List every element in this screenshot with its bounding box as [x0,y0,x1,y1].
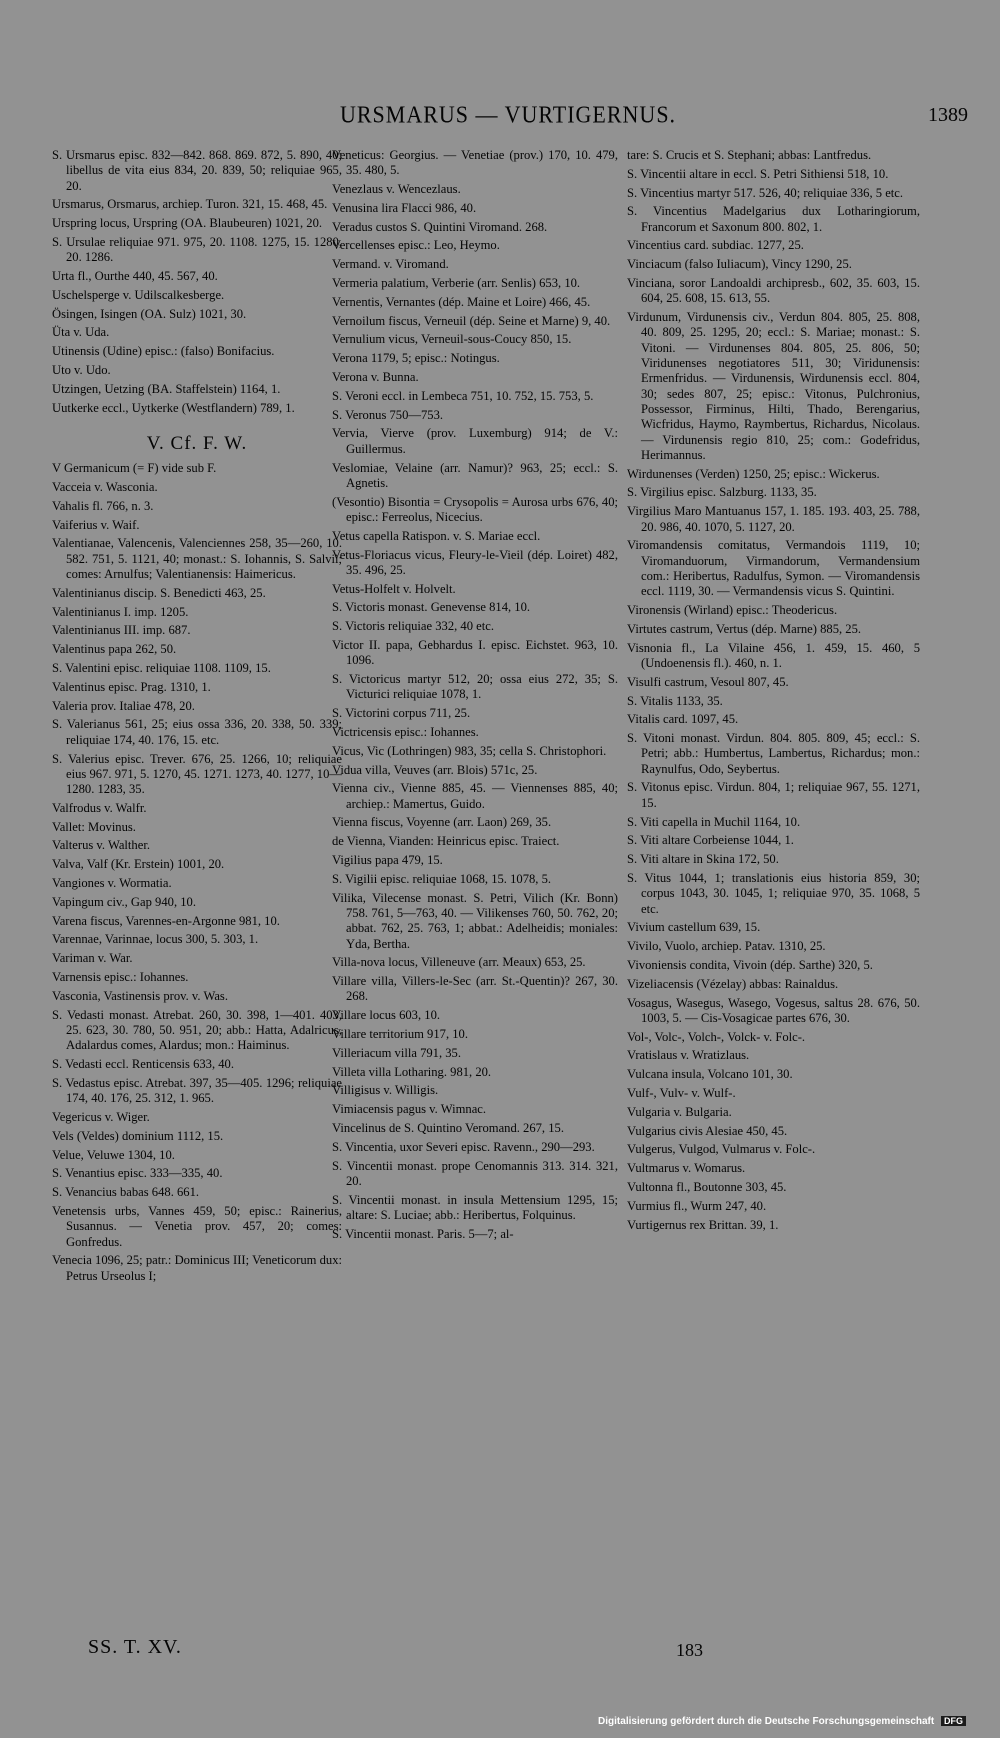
index-entry: Viromandensis comitatus, Vermandois 1119, 10; Viromanduorum, Virmandorum, Vermandensium com.: Heribertus, Radulfus, Symon. — Viromandensis eccl. 1119, 30. — Vermandensis vicus S. Quintini. [627,538,920,599]
index-entry: Vapingum civ., Gap 940, 10. [52,894,196,909]
index-entry: Variman v. War. [52,951,133,966]
index-entry: Verona v. Bunna. [332,370,419,385]
index-entry: Vangiones v. Wormatia. [52,876,172,891]
index-entry: Vincelinus de S. Quintino Veromand. 267, 15. [332,1121,564,1136]
index-entry: Veslomiae, Velaine (arr. Namur)? 963, 25; eccl.: S. Agnetis. [332,460,618,490]
index-entry: Vulf-, Vulv- v. Wulf-. [627,1086,736,1101]
index-entry: Villeta villa Lotharing. 981, 20. [332,1064,492,1079]
index-entry: Venusina lira Flacci 986, 40. [332,200,477,215]
index-column-1 [52,148,342,1287]
index-entry: Vulgaria v. Bulgaria. [627,1104,732,1119]
index-entry: Vosagus, Wasegus, Wasego, Vogesus, saltus 28. 676, 50. 1003, 5. — Cis-Vosagicae partes 676, 30. [627,995,920,1025]
index-entry: Urta fl., Ourthe 440, 45. 567, 40. [52,269,218,284]
index-entry: Vivilo, Vuolo, archiep. Patav. 1310, 25. [627,939,826,954]
index-entry: S. Vedastus episc. Atrebat. 397, 35—405. 1296; reliquiae 174, 40. 176, 25. 312, 1. 965. [52,1075,342,1106]
index-entry: Vallet: Movinus. [52,819,136,834]
index-entry: Vivoniensis condita, Vivoin (dép. Sarthe) 320, 5. [627,957,873,972]
index-entry: Valentinianus discip. S. Benedicti 463, 25. [52,585,266,600]
index-entry: Vermand. v. Viromand. [332,257,449,272]
index-entry: Wirdunenses (Verden) 1250, 25; episc.: Wickerus. [627,466,880,481]
index-entry: S. Victoris monast. Genevense 814, 10. [332,600,531,615]
index-entry: Utinensis (Udine) episc.: (falso) Bonifacius. [52,344,275,359]
index-entry: Villare territorium 917, 10. [332,1027,468,1042]
index-entry: Valentinianus III. imp. 687. [52,623,191,638]
index-entry: Valeria prov. Italiae 478, 20. [52,698,195,713]
index-entry: Vernulium vicus, Verneuil-sous-Coucy 850, 15. [332,332,572,347]
index-entry: Vulgarius civis Alesiae 450, 45. [627,1123,788,1138]
index-entry: Vetus-Holfelt v. Holvelt. [332,581,456,596]
index-entry: Vratislaus v. Wratizlaus. [627,1048,750,1063]
index-entry: Vegericus v. Wiger. [52,1109,150,1124]
index-entry: Vernoilum fiscus, Verneuil (dép. Seine et Marne) 9, 40. [332,313,611,328]
index-entry: Vironensis (Wirland) episc.: Theodericus. [627,603,838,618]
index-entry: S. Valerius episc. Trever. 676, 25. 1266, 10; reliquiae eius 967. 971, 5. 1270, 45. 1271. 1273, 40. 1277, 10—1280. 1283, 35. [52,751,342,797]
index-entry: S. Victoricus martyr 512, 20; ossa eius 272, 35; S. Victurici reliquiae 1078, 1. [332,672,618,702]
index-entry: Vurmius fl., Wurm 247, 40. [627,1198,767,1213]
index-entry: Vaiferius v. Waif. [52,517,140,532]
index-entry: S. Virgilius episc. Salzburg. 1133, 35. [627,485,817,500]
index-entry: S. Vitalis 1133, 35. [627,693,723,708]
index-entry: Vol-, Volc-, Volch-, Volck- v. Folc-. [627,1029,806,1044]
index-entry: Vigilius papa 479, 15. [332,853,443,868]
index-entry: Villare locus 603, 10. [332,1008,441,1023]
index-entry: S. Veronus 750—753. [332,407,444,422]
index-entry: Valterus v. Walther. [52,838,150,853]
index-entry: S. Venantius episc. 333—335, 40. [52,1166,223,1181]
index-entry: Valva, Valf (Kr. Erstein) 1001, 20. [52,857,225,872]
index-entry: Venecia 1096, 25; patr.: Dominicus III; Veneticorum dux: Petrus Urseolus I; [52,1253,342,1283]
page-footer [0,1636,1000,1666]
index-entry: S. Vincentia, uxor Severi episc. Ravenn., 290—293. [332,1139,595,1154]
index-entry: Üta v. Uda. [52,325,110,340]
running-title: URSMARUS — VURTIGERNUS. [340,100,677,129]
index-entry: S. Ursmarus episc. 832—842. 868. 869. 872, 5. 890, 40; libellus de vita eius 834, 20. 839, 50; reliquiae 965, 20. [52,148,342,193]
index-entry: Visnonia fl., La Vilaine 456, 1. 459, 15. 460, 5 (Undoenensis fl.). 460, n. 1. [627,640,920,670]
index-entry: Ösingen, Isingen (OA. Sulz) 1021, 30. [52,306,247,321]
index-entry: Villigisus v. Willigis. [332,1083,439,1098]
index-entry: Vurtigernus rex Brittan. 39, 1. [627,1217,779,1232]
index-entry: Vidua villa, Veuves (arr. Blois) 571c, 25. [332,762,538,777]
index-entry: Valfrodus v. Walfr. [52,800,147,815]
index-entry: Varena fiscus, Varennes-en-Argonne 981, 10. [52,913,280,928]
index-entry: Verona 1179, 5; episc.: Notingus. [332,351,500,366]
index-entry: Valentinianus I. imp. 1205. [52,604,189,619]
index-entry: Valentinus episc. Prag. 1310, 1. [52,679,211,694]
index-entry: Vivium castellum 639, 15. [627,920,761,935]
index-entry: Vetus capella Ratispon. v. S. Mariae eccl. [332,528,541,543]
index-entry: Veneticus: Georgius. — Venetiae (prov.) 170, 10. 479, 35. 480, 5. [332,148,618,178]
digitization-credit [598,1716,966,1727]
index-entry: Vizeliacensis (Vézelay) abbas: Rainaldus. [627,976,839,991]
index-entry: S. Vincentius Madelgarius dux Lotharingiorum, Francorum et Saxonum 800. 802, 1. [627,204,920,234]
index-entry: Valentinus papa 262, 50. [52,642,177,657]
index-entry: S. Viti altare Corbeiense 1044, 1. [627,833,794,848]
index-entry: S. Vincentii monast. Paris. 5—7; al- [332,1226,514,1241]
page-header [0,102,1000,132]
index-entry: S. Victorini corpus 711, 25. [332,706,471,721]
index-entry: S. Vitonus episc. Virdun. 804, 1; reliquiae 967, 55. 1271, 15. [627,780,920,810]
index-entry: Vulgerus, Vulgod, Vulmarus v. Folc-. [627,1142,816,1157]
index-entry: Vitalis card. 1097, 45. [627,712,739,727]
index-entry: Vinciana, soror Landoaldi archipresb., 602, 35. 603, 15. 604, 25. 608, 15. 613, 55. [627,276,920,306]
index-entry: Veradus custos S. Quintini Viromand. 268. [332,219,548,234]
index-entry: S. Vedasti eccl. Renticensis 633, 40. [52,1057,234,1072]
index-entry: S. Ursulae reliquiae 971. 975, 20. 1108. 1275, 15. 1280, 20. 1286. [52,234,342,265]
index-entry: S. Vitus 1044, 1; translationis eius historia 859, 30; corpus 1043, 30. 1045, 1; reliquiae 970, 35. 1068, 5 etc. [627,870,920,916]
index-entry: Vasconia, Vastinensis prov. v. Was. [52,988,228,1003]
index-entry: S. Victoris reliquiae 332, 40 etc. [332,619,494,634]
index-entry: S. Vincentius martyr 517. 526, 40; reliquiae 336, 5 etc. [627,185,904,200]
index-entry: Vernentis, Vernantes (dép. Maine et Loire) 466, 45. [332,294,591,309]
index-column-2 [332,148,618,1246]
index-entry: (Vesontio) Bisontia = Crysopolis = Aurosa urbs 676, 40; episc.: Ferreolus, Nicecius. [332,494,618,524]
index-entry: Vercellenses episc.: Leo, Heymo. [332,238,500,253]
index-entry: Vinciacum (falso Iuliacum), Vincy 1290, 25. [627,257,852,272]
index-entry: Uto v. Udo. [52,363,111,378]
index-entry: Visulfi castrum, Vesoul 807, 45. [627,674,789,689]
index-entry: S. Vincentii monast. in insula Mettensium 1295, 15; altare: S. Luciae; abb.: Heribertus, Folquinus. [332,1192,618,1223]
index-entry: S. Viti capella in Muchil 1164, 10. [627,814,801,829]
credit-text: Digitalisierung gefördert durch die Deutsche Forschungsgemeinschaft [598,1716,935,1727]
index-entry: S. Valentini episc. reliquiae 1108. 1109, 15. [52,661,271,676]
index-entry: Villa-nova locus, Villeneuve (arr. Meaux) 653, 25. [332,955,586,970]
index-entry: S. Viti altare in Skina 172, 50. [627,852,779,867]
index-entry: Virgilius Maro Mantuanus 157, 1. 185. 193. 403, 25. 788, 20. 986, 40. 1070, 5. 1127, 20. [627,504,920,534]
dfg-logo: DFG [941,1716,966,1726]
index-entry: Uschelsperge v. Udilscalkesberge. [52,287,225,302]
index-entry: S. Vitoni monast. Virdun. 804. 805. 809, 45; eccl.: S. Petri; abb.: Humbertus, Lambertus, Richardus; mon.: Raynulfus, Odo, Seybertus. [627,731,920,776]
index-entry: Virtutes castrum, Vertus (dép. Marne) 885, 25. [627,621,862,636]
index-entry: S. Vedasti monast. Atrebat. 260, 30. 398, 1—401. 403, 25. 623, 30. 780, 50. 951, 20; abb.: Hatta, Adalricus, Adalardus comes, Alardus; mon.: Haiminus. [52,1007,342,1053]
index-entry: S. Vincentii altare in eccl. S. Petri Sithiensi 518, 10. [627,166,889,181]
index-entry: Vulcana insula, Volcano 101, 30. [627,1067,793,1082]
index-entry: Vultmarus v. Womarus. [627,1161,746,1176]
index-entry: Velue, Veluwe 1304, 10. [52,1147,175,1162]
index-entry: S. Valerianus 561, 25; eius ossa 336, 20. 338, 50. 339; reliquiae 174, 40. 176, 15. etc. [52,717,342,747]
index-entry: Utzingen, Uetzing (BA. Staffelstein) 1164, 1. [52,381,281,396]
page-number: 1389 [928,104,968,126]
index-entry: Varnensis episc.: Iohannes. [52,970,189,985]
volume-signature: SS. T. XV. [88,1636,182,1658]
index-entry: S. Vigilii episc. reliquiae 1068, 15. 1078, 5. [332,871,552,886]
index-entry: tare: S. Crucis et S. Stephani; abbas: Lantfredus. [627,148,872,162]
index-entry: Vetus-Floriacus vicus, Fleury-le-Vieil (dép. Loiret) 482, 35. 496, 25. [332,547,618,577]
index-entry: Vimiacensis pagus v. Wimnac. [332,1102,487,1117]
index-entry: Vervia, Vierve (prov. Luxemburg) 914; de V.: Guillermus. [332,426,618,456]
index-entry: Vienna fiscus, Voyenne (arr. Laon) 269, 35. [332,815,552,830]
index-entry: S. Veroni eccl. in Lembeca 751, 10. 752, 15. 753, 5. [332,388,594,403]
index-entry: Vahalis fl. 766, n. 3. [52,498,154,513]
index-entry: S. Venancius babas 648. 661. [52,1185,200,1200]
index-entry: Valentianae, Valencenis, Valenciennes 258, 35—260, 10. 582. 751, 5. 1121, 40; monast.: S. Iohannis, S. Salvii; comes: Arnulfus; Valentianensis: Haimericus. [52,536,342,582]
index-entry: de Vienna, Vianden: Heinricus episc. Traiect. [332,834,560,849]
index-entry: Vilika, Vilecense monast. S. Petri, Vilich (Kr. Bonn) 758. 761, 5—763, 40. — Vilikenses 760, 50. 762, 20; abbat. 762, 25. 763, 1; abbat.: Adelheidis; moniales: Yda, Bertha. [332,890,618,951]
index-entry: Vincentius card. subdiac. 1277, 25. [627,238,804,253]
section-heading: V. Cf. F. W. [146,432,248,454]
index-entry: Vacceia v. Wasconia. [52,480,158,495]
index-entry: S. Vincentii monast. prope Cenomannis 313. 314. 321, 20. [332,1158,618,1188]
index-entry: V Germanicum (= F) vide sub F. [52,461,217,476]
index-entry: Vermeria palatium, Verberie (arr. Senlis) 653, 10. [332,276,581,291]
index-entry: Vels (Veldes) dominium 1112, 15. [52,1128,224,1143]
index-entry: Vienna civ., Vienne 885, 45. — Viennenses 885, 40; archiep.: Mamertus, Guido. [332,781,618,811]
index-entry: Varennae, Varinnae, locus 300, 5. 303, 1. [52,932,259,947]
index-entry: Venezlaus v. Wencezlaus. [332,182,461,197]
index-entry: Urspring locus, Urspring (OA. Blaubeuren) 1021, 20. [52,216,323,231]
index-entry: Venetensis urbs, Vannes 459, 50; episc.: Rainerius, Susannus. — Venetia prov. 457, 20; comes: Gonfredus. [52,1203,342,1249]
index-entry: Vultonna fl., Boutonne 303, 45. [627,1180,787,1195]
index-entry: Virdunum, Virdunensis civ., Verdun 804. 805, 25. 808, 40. 809, 25. 1295, 20; eccl.: S. Mariae; monast.: S. Vitoni. — Virdunenses 804. 805, 25. 806, 50; Viridunenses negotiatores 511, 30; Viridunensis: Ermenfridus. — Virdunensis, Wirdunensis eccl. 804, 30; sedes 807, 25; episc.: Vitonus, Pulchronius, Possessor, Firminus, Hilti, Thado, Berengarius, Wicfridus, Haymo, Raymbertus, Richardus, Nicolaus. — Virdunensis regio 810, 25; com.: Godefridus, Herimannus. [627,310,920,462]
index-entry: Victor II. papa, Gebhardus I. episc. Eichstet. 963, 10. 1096. [332,638,618,668]
index-entry: Ursmarus, Orsmarus, archiep. Turon. 321, 15. 468, 45. [52,197,328,212]
index-entry: Villeriacum villa 791, 35. [332,1045,461,1060]
index-entry: Victricensis episc.: Iohannes. [332,725,479,739]
sheet-number: 183 [676,1640,703,1660]
index-entry: Uutkerke eccl., Uytkerke (Westflandern) 789, 1. [52,400,295,415]
index-entry: Vicus, Vic (Lothringen) 983, 35; cella S. Christophori. [332,743,607,758]
index-entry: Villare villa, Villers-le-Sec (arr. St.-Quentin)? 267, 30. 268. [332,974,618,1004]
index-column-3 [627,148,920,1236]
